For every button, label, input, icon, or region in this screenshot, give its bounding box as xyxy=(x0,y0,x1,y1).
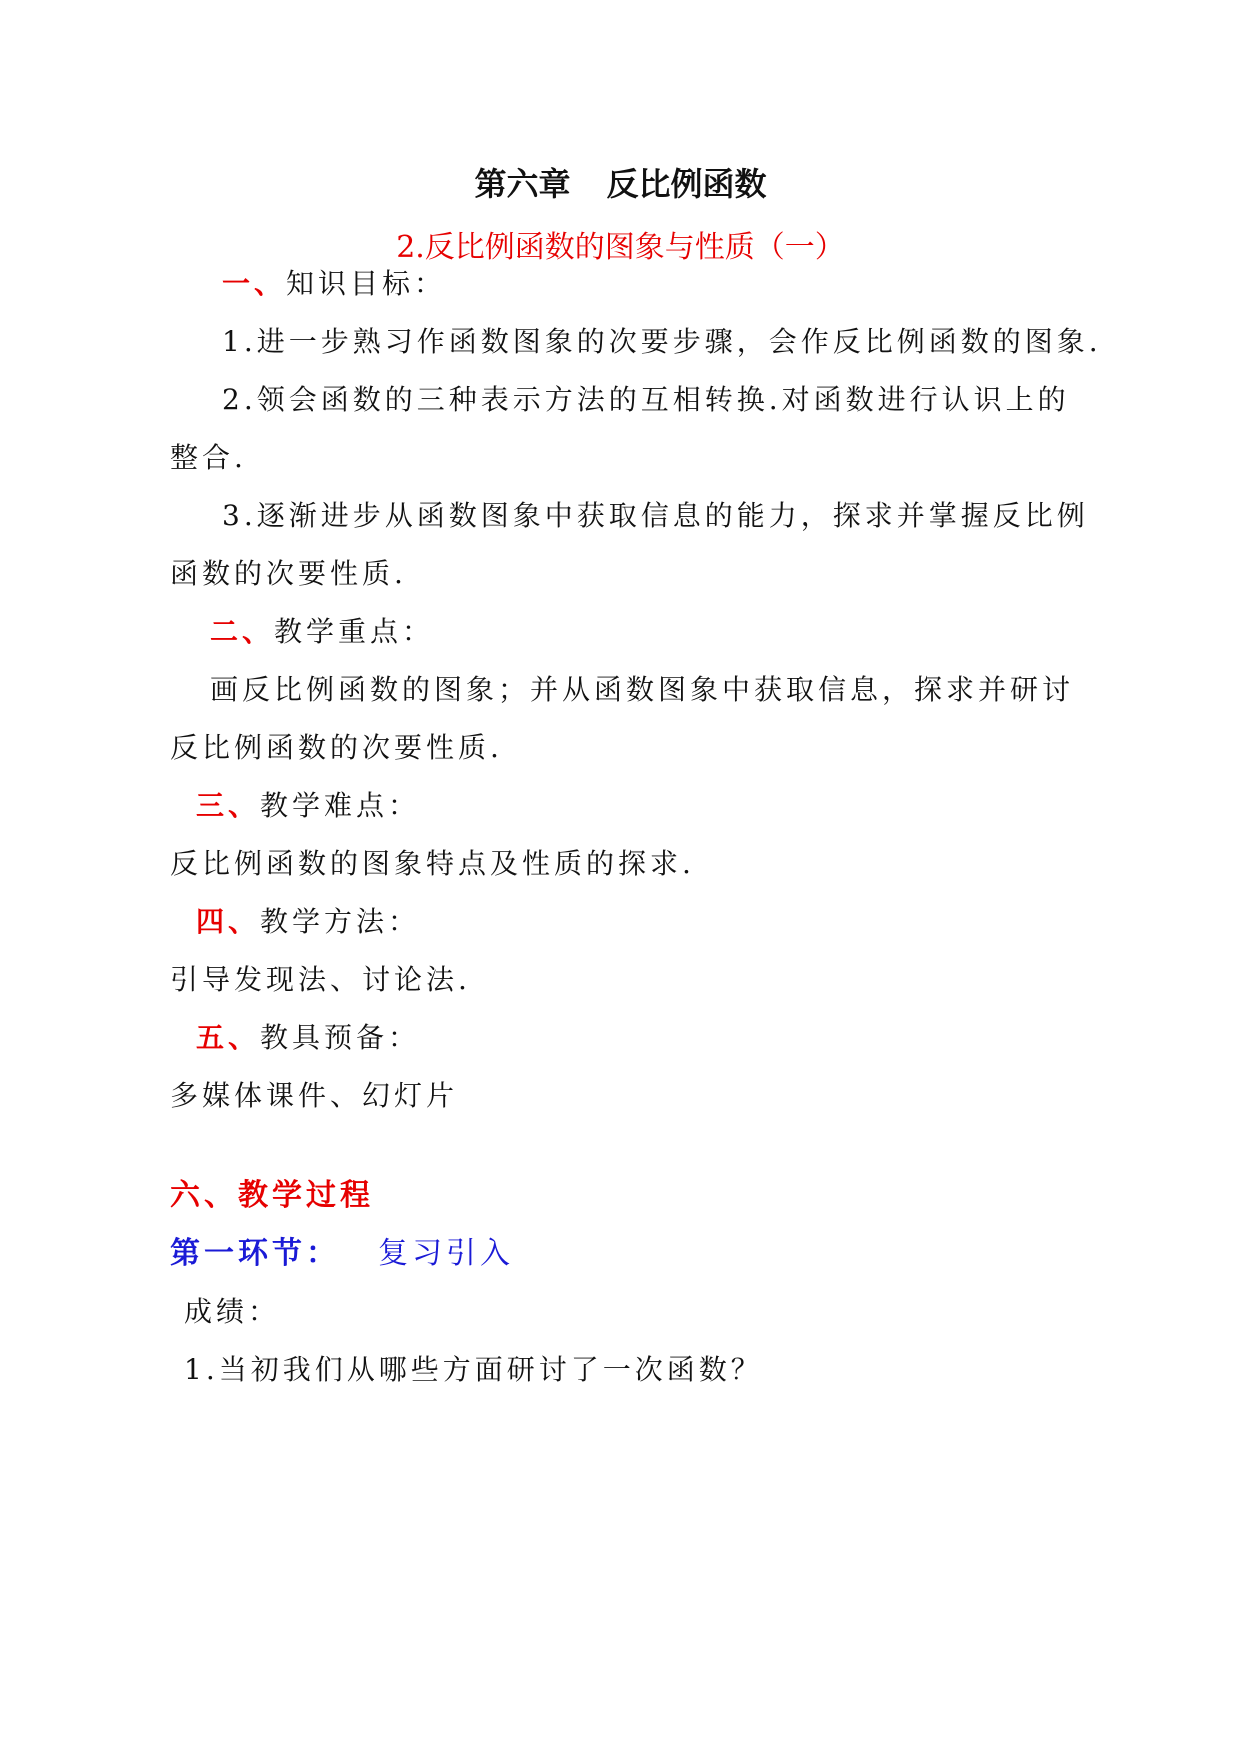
chapter-name: 反比例函数 xyxy=(606,165,767,203)
process-step-1 xyxy=(170,1236,514,1272)
section-knowledge-goals-heading xyxy=(222,266,446,302)
goal-item-2-line-1: 2.领会函数的三种表示方法的互相转换.对函数进行认识上的 xyxy=(222,383,1070,416)
goal-item-3-line-2: 函数的次要性质. xyxy=(170,557,407,590)
section-label: 教学难点： xyxy=(260,789,421,822)
content-label: 成绩： xyxy=(184,1295,281,1328)
goal-item-3-line-1: 3.逐渐进步从函数图象中获取信息的能力，探求并掌握反比例 xyxy=(222,499,1089,532)
chapter-title xyxy=(0,164,1241,204)
step-title: 复习引入 xyxy=(378,1236,514,1271)
section-number: 二、 xyxy=(210,615,275,648)
section-number: 一、 xyxy=(222,267,287,300)
section-number: 三、 xyxy=(196,789,261,822)
key-points-line-1: 画反比例函数的图象；并从函数图象中获取信息，探求并研讨 xyxy=(210,673,1075,706)
section-label: 教学方法： xyxy=(260,905,421,938)
section-difficulties-heading xyxy=(196,788,420,824)
section-key-points-heading xyxy=(210,614,434,650)
section-methods-heading xyxy=(196,904,420,940)
section-label: 教具预备： xyxy=(260,1021,421,1054)
question-1: 1.当初我们从哪些方面研讨了一次函数？ xyxy=(184,1353,763,1386)
section-tools-heading xyxy=(196,1020,420,1056)
section-process-heading: 六、教学过程 xyxy=(170,1178,374,1213)
section-label: 知识目标： xyxy=(286,267,447,300)
section-label: 教学重点： xyxy=(274,615,435,648)
section-number: 四、 xyxy=(196,905,261,938)
difficulties-text: 反比例函数的图象特点及性质的探求. xyxy=(170,847,695,880)
goal-item-2-line-2: 整合. xyxy=(170,441,247,474)
chapter-number: 第六章 xyxy=(474,165,571,203)
lesson-title: 2.反比例函数的图象与性质（一） xyxy=(396,230,845,265)
step-label: 第一环节： xyxy=(170,1236,340,1271)
section-number: 五、 xyxy=(196,1021,261,1054)
key-points-line-2: 反比例函数的次要性质. xyxy=(170,731,503,764)
methods-text: 引导发现法、讨论法. xyxy=(170,963,471,996)
tools-text: 多媒体课件、幻灯片 xyxy=(170,1079,459,1112)
goal-item-1: 1.进一步熟习作函数图象的次要步骤，会作反比例函数的图象. xyxy=(222,325,1102,358)
